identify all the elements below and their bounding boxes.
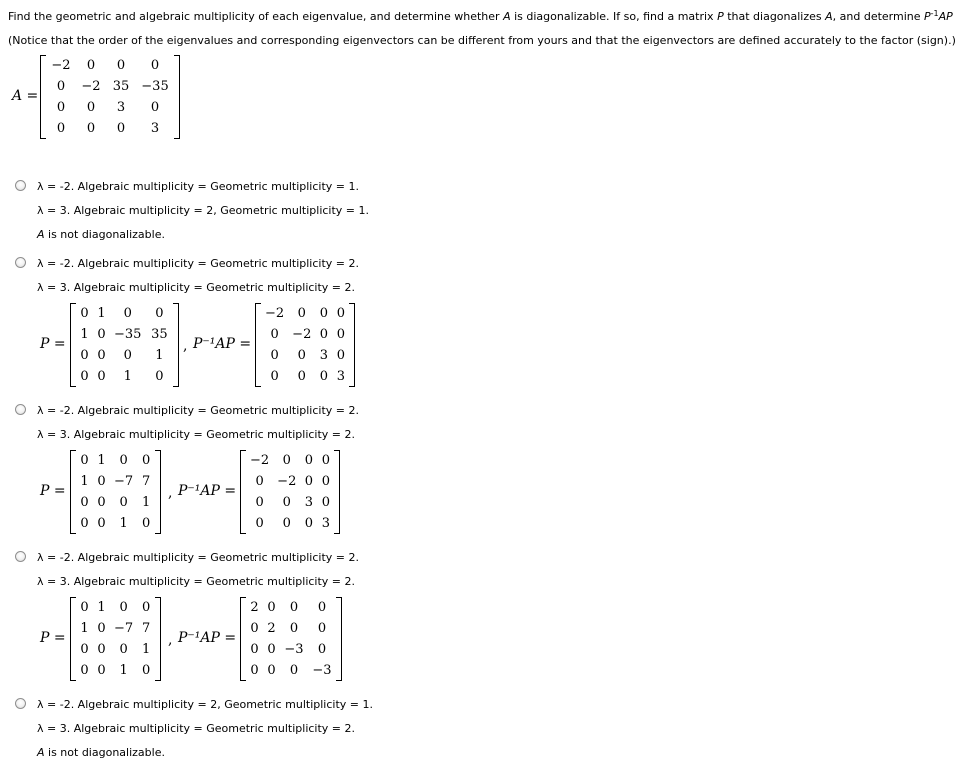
- matrix-row: [246, 618, 336, 639]
- var-a: A: [37, 228, 45, 241]
- matrix-cell: 0: [119, 453, 128, 468]
- matrix-cell: 0: [80, 516, 89, 531]
- option-2-matrix-p: [70, 303, 179, 387]
- conclusion-text: is not diagonalizable.: [44, 228, 165, 241]
- matrix-cell: 0: [267, 600, 276, 615]
- option-1-line-1: λ = -2. Algebraic multiplicity = Geometric multiplicity = 1.: [37, 180, 359, 193]
- matrix-row: [246, 597, 336, 618]
- option-2-matrix-d: [255, 303, 355, 387]
- matrix-cell: 0: [80, 495, 89, 510]
- matrix-cell: 0: [270, 369, 279, 384]
- question-text: Find the geometric and algebraic multiplicity of each eigenvalue, and determine whether: [8, 10, 504, 23]
- var-p: P: [717, 10, 724, 23]
- matrix-cell: 0: [80, 348, 89, 363]
- matrix-cell: 0: [255, 495, 264, 510]
- matrix-cell: 0: [97, 663, 106, 678]
- matrix-cell: 1: [97, 453, 106, 468]
- matrix-cell: 0: [116, 58, 126, 73]
- matrix-cell: −2: [81, 79, 101, 94]
- matrix-cell: 3: [150, 121, 160, 136]
- matrix-cell: 0: [119, 495, 128, 510]
- option-4-line-1: λ = -2. Algebraic multiplicity = Geometric multiplicity = 2.: [37, 551, 359, 564]
- matrix-cell: 0: [297, 306, 306, 321]
- matrix-cell: −2: [265, 306, 285, 321]
- matrix-cell: 0: [80, 663, 89, 678]
- matrix-cell: 0: [80, 369, 89, 384]
- option-5-radio[interactable]: [15, 698, 26, 709]
- matrix-cell: 0: [97, 642, 106, 657]
- matrix-cell: 3: [319, 348, 328, 363]
- matrix-cell: 1: [142, 495, 151, 510]
- matrix-cell: 0: [282, 453, 291, 468]
- matrix-cell: 0: [317, 642, 327, 657]
- question-line-2: (Notice that the order of the eigenvalues and corresponding eigenvectors can be different from yours and that the eigenvectors are defined accurately to the factor (sign).): [8, 34, 956, 47]
- conclusion-text: is not diagonalizable.: [44, 746, 165, 759]
- option-4-matrix-p: [70, 597, 161, 681]
- var-ap: AP: [938, 10, 953, 23]
- matrix-cell: 0: [255, 474, 264, 489]
- matrix-cell: 0: [319, 369, 328, 384]
- matrix-cell: 35: [151, 327, 168, 342]
- matrix-cell: 0: [297, 369, 306, 384]
- matrix-cell: −2: [250, 453, 270, 468]
- matrix-cell: 0: [155, 369, 164, 384]
- matrix-cell: 0: [97, 348, 106, 363]
- matrix-cell: 1: [142, 642, 151, 657]
- matrix-row: [261, 345, 349, 366]
- matrix-cell: 0: [97, 474, 106, 489]
- matrix-cell: 0: [336, 306, 345, 321]
- matrix-cell: 0: [267, 642, 276, 657]
- question-text: that diagonalizes: [723, 10, 826, 23]
- matrix-row: [261, 366, 349, 387]
- matrix-row: [46, 97, 174, 118]
- matrix-cell: 0: [304, 453, 313, 468]
- matrix-cell: −2: [292, 327, 312, 342]
- matrix-cell: 0: [97, 621, 106, 636]
- matrix-a: [40, 55, 180, 139]
- var-a: A: [37, 746, 45, 759]
- matrix-cell: 0: [80, 453, 89, 468]
- matrix-cell: 0: [267, 663, 276, 678]
- matrix-cell: −3: [284, 642, 304, 657]
- matrix-cell: −2: [277, 474, 297, 489]
- matrix-row: [76, 366, 173, 387]
- matrix-cell: 2: [250, 600, 259, 615]
- matrix-cell: 0: [289, 621, 299, 636]
- option-5-line-2: λ = 3. Algebraic multiplicity = Geometric multiplicity = 2.: [37, 722, 356, 735]
- matrix-cell: 0: [304, 474, 313, 489]
- matrix-cell: −35: [141, 79, 169, 94]
- option-1-radio[interactable]: [15, 180, 26, 191]
- matrix-cell: 0: [142, 663, 151, 678]
- separator-comma: ,: [168, 485, 173, 501]
- matrix-row: [76, 597, 155, 618]
- matrix-row: [246, 660, 336, 681]
- matrix-row: [76, 303, 173, 324]
- matrix-cell: 0: [282, 495, 291, 510]
- p-label: P =: [40, 483, 66, 499]
- option-4-matrix-d: [240, 597, 342, 681]
- option-3-matrix-d: [240, 450, 340, 534]
- matrix-cell: 0: [80, 642, 89, 657]
- matrix-cell: 0: [319, 327, 328, 342]
- matrix-row: [76, 450, 155, 471]
- matrix-cell: 1: [80, 327, 89, 342]
- matrix-cell: 0: [97, 516, 106, 531]
- matrix-cell: 0: [123, 306, 132, 321]
- option-1-line-2: λ = 3. Algebraic multiplicity = 2, Geometric multiplicity = 1.: [37, 204, 370, 217]
- matrix-cell: 0: [80, 306, 89, 321]
- matrix-cell: 0: [270, 327, 279, 342]
- matrix-cell: 1: [119, 516, 128, 531]
- option-2-line-2: λ = 3. Algebraic multiplicity = Geometric multiplicity = 2.: [37, 281, 356, 294]
- var-a: A: [503, 10, 511, 23]
- option-4-line-2: λ = 3. Algebraic multiplicity = Geometric multiplicity = 2.: [37, 575, 356, 588]
- superscript: -1: [930, 9, 939, 18]
- d-label: P⁻¹AP =: [193, 336, 252, 352]
- matrix-cell: 0: [123, 348, 132, 363]
- matrix-cell: 0: [255, 516, 264, 531]
- matrix-cell: 0: [282, 516, 291, 531]
- matrix-cell: 3: [304, 495, 313, 510]
- matrix-row: [76, 324, 173, 345]
- matrix-cell: 0: [119, 600, 128, 615]
- option-3-matrix-p: [70, 450, 161, 534]
- matrix-row: [246, 492, 334, 513]
- matrix-cell: 0: [155, 306, 164, 321]
- matrix-cell: 0: [142, 600, 151, 615]
- option-3-line-2: λ = 3. Algebraic multiplicity = Geometric multiplicity = 2.: [37, 428, 356, 441]
- matrix-cell: 0: [297, 348, 306, 363]
- matrix-cell: −2: [51, 58, 71, 73]
- matrix-cell: 1: [97, 600, 106, 615]
- matrix-row: [76, 513, 155, 534]
- option-3-radio[interactable]: [15, 404, 26, 415]
- matrix-cell: 0: [56, 121, 66, 136]
- matrix-cell: 1: [123, 369, 132, 384]
- matrix-cell: 0: [97, 327, 106, 342]
- matrix-row: [76, 618, 155, 639]
- matrix-cell: 1: [119, 663, 128, 678]
- matrix-row: [261, 324, 349, 345]
- matrix-cell: −7: [114, 621, 134, 636]
- matrix-cell: 3: [116, 100, 126, 115]
- p-label: P =: [40, 630, 66, 646]
- matrix-cell: 0: [97, 369, 106, 384]
- matrix-row: [76, 345, 173, 366]
- separator-comma: ,: [168, 632, 173, 648]
- option-4-radio[interactable]: [15, 551, 26, 562]
- matrix-cell: 0: [336, 327, 345, 342]
- matrix-row: [246, 450, 334, 471]
- matrix-cell: 0: [250, 663, 259, 678]
- option-5-line-1: λ = -2. Algebraic multiplicity = 2, Geometric multiplicity = 1.: [37, 698, 373, 711]
- matrix-cell: 0: [250, 642, 259, 657]
- matrix-row: [246, 639, 336, 660]
- option-5-conclusion: [37, 746, 165, 759]
- matrix-row: [46, 76, 174, 97]
- matrix-cell: 0: [304, 516, 313, 531]
- matrix-cell: 0: [142, 516, 151, 531]
- matrix-row: [246, 471, 334, 492]
- matrix-cell: 0: [86, 100, 96, 115]
- question-line-1: [8, 9, 953, 23]
- matrix-cell: 0: [319, 306, 328, 321]
- question-text: is diagonalizable. If so, find a matrix: [510, 10, 718, 23]
- matrix-cell: 0: [270, 348, 279, 363]
- matrix-row: [76, 660, 155, 681]
- matrix-cell: 0: [86, 121, 96, 136]
- matrix-cell: 0: [86, 58, 96, 73]
- matrix-cell: 1: [155, 348, 164, 363]
- matrix-cell: 1: [80, 474, 89, 489]
- matrix-row: [76, 492, 155, 513]
- option-3-line-1: λ = -2. Algebraic multiplicity = Geometric multiplicity = 2.: [37, 404, 359, 417]
- matrix-a-label: A =: [12, 88, 39, 104]
- matrix-cell: 0: [56, 100, 66, 115]
- matrix-cell: 0: [142, 453, 151, 468]
- separator-comma: ,: [183, 338, 188, 354]
- matrix-row: [76, 471, 155, 492]
- matrix-cell: 35: [112, 79, 130, 94]
- matrix-cell: 2: [267, 621, 276, 636]
- matrix-cell: 7: [142, 621, 151, 636]
- matrix-cell: 3: [336, 369, 345, 384]
- question-text: , and determine: [832, 10, 925, 23]
- matrix-cell: 0: [289, 600, 299, 615]
- matrix-cell: 0: [150, 58, 160, 73]
- matrix-cell: 0: [119, 642, 128, 657]
- matrix-row: [76, 639, 155, 660]
- matrix-cell: 0: [321, 453, 330, 468]
- matrix-cell: 0: [289, 663, 299, 678]
- matrix-cell: −3: [312, 663, 332, 678]
- var-p: P: [924, 10, 931, 23]
- var-a: A: [825, 10, 833, 23]
- matrix-cell: 0: [317, 621, 327, 636]
- d-label: P⁻¹AP =: [178, 483, 237, 499]
- option-2-line-1: λ = -2. Algebraic multiplicity = Geometric multiplicity = 2.: [37, 257, 359, 270]
- matrix-cell: 0: [80, 600, 89, 615]
- matrix-cell: 1: [80, 621, 89, 636]
- matrix-cell: −35: [114, 327, 142, 342]
- matrix-cell: 1: [97, 306, 106, 321]
- matrix-cell: 0: [116, 121, 126, 136]
- matrix-cell: 0: [56, 79, 66, 94]
- matrix-cell: 7: [142, 474, 151, 489]
- matrix-cell: 0: [336, 348, 345, 363]
- option-1-conclusion: [37, 228, 165, 241]
- option-2-radio[interactable]: [15, 257, 26, 268]
- matrix-cell: 0: [321, 474, 330, 489]
- matrix-row: [246, 513, 334, 534]
- d-label: P⁻¹AP =: [178, 630, 237, 646]
- matrix-cell: −7: [114, 474, 134, 489]
- matrix-cell: 0: [97, 495, 106, 510]
- matrix-cell: 0: [321, 495, 330, 510]
- matrix-cell: 0: [317, 600, 327, 615]
- matrix-cell: 0: [250, 621, 259, 636]
- matrix-cell: 3: [321, 516, 330, 531]
- matrix-row: [46, 55, 174, 76]
- matrix-cell: 0: [150, 100, 160, 115]
- matrix-row: [261, 303, 349, 324]
- matrix-row: [46, 118, 174, 139]
- p-label: P =: [40, 336, 66, 352]
